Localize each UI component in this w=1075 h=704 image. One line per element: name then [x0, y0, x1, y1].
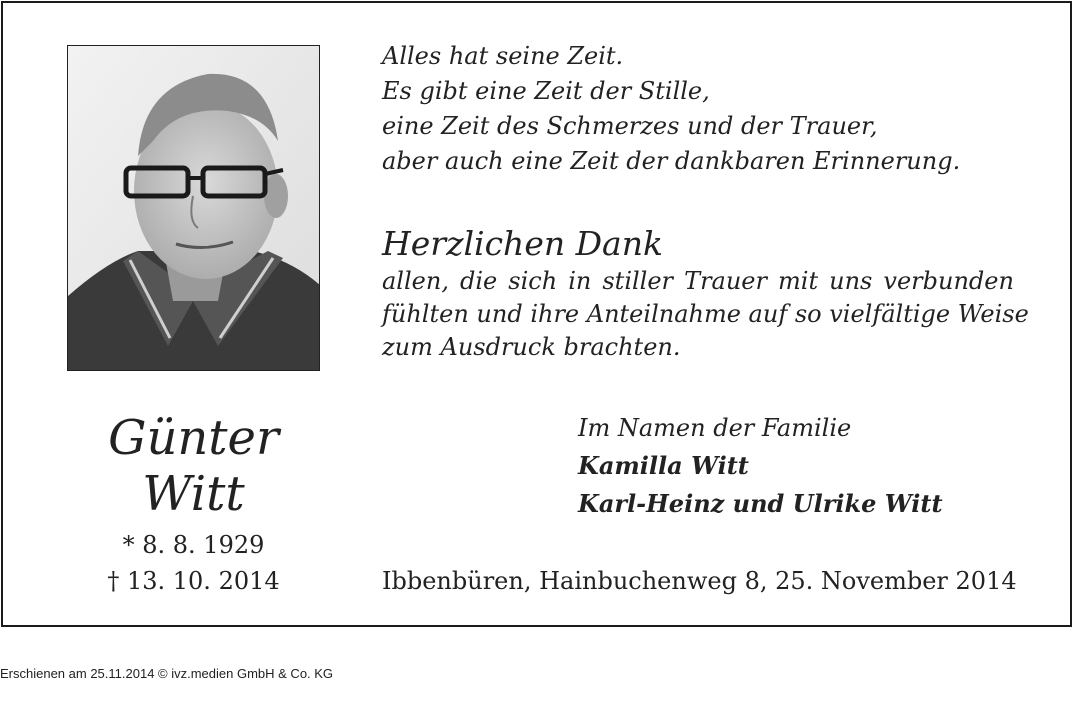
thanks-title: Herzlichen Dank [382, 224, 663, 263]
family-name: Kamilla Witt [578, 451, 749, 480]
thanks-word: uns [829, 267, 873, 295]
poem-line: aber auch eine Zeit der dankbaren Erinnerung. [382, 147, 961, 175]
thanks-word: verbunden [883, 267, 1014, 295]
thanks-word: in [568, 267, 592, 295]
deceased-first-name: Günter [108, 410, 279, 466]
thanks-text [382, 265, 1029, 364]
thanks-word: mit [778, 267, 819, 295]
family-intro: Im Namen der Familie [578, 414, 852, 442]
thanks-line-justified [382, 265, 1014, 298]
poem-line: Alles hat seine Zeit. [382, 42, 624, 70]
thanks-word: die [459, 267, 498, 295]
thanks-word: sich [508, 267, 558, 295]
portrait-photo [67, 45, 320, 371]
poem [382, 39, 960, 179]
portrait-image [68, 46, 320, 371]
place-and-date: Ibbenbüren, Hainbuchenweg 8, 25. November 2014 [382, 567, 1017, 595]
obituary-card [1, 1, 1072, 627]
birth-date: * 8. 8. 1929 [122, 531, 265, 559]
thanks-line: fühlten und ihre Anteilnahme auf so vielfältige Weise [382, 300, 1029, 328]
family-name: Karl-Heinz und Ulrike Witt [578, 489, 943, 518]
death-date: † 13. 10. 2014 [107, 567, 280, 595]
deceased-last-name: Witt [142, 466, 245, 522]
thanks-word: Trauer [684, 267, 767, 295]
thanks-word: allen, [382, 267, 449, 295]
poem-line: eine Zeit des Schmerzes und der Trauer, [382, 112, 878, 140]
thanks-line: zum Ausdruck brachten. [382, 333, 681, 361]
thanks-word: stiller [602, 267, 674, 295]
publication-footer: Erschienen am 25.11.2014 © ivz.medien GmbH & Co. KG [0, 666, 334, 681]
poem-line: Es gibt eine Zeit der Stille, [382, 77, 710, 105]
family-signature [578, 409, 943, 523]
